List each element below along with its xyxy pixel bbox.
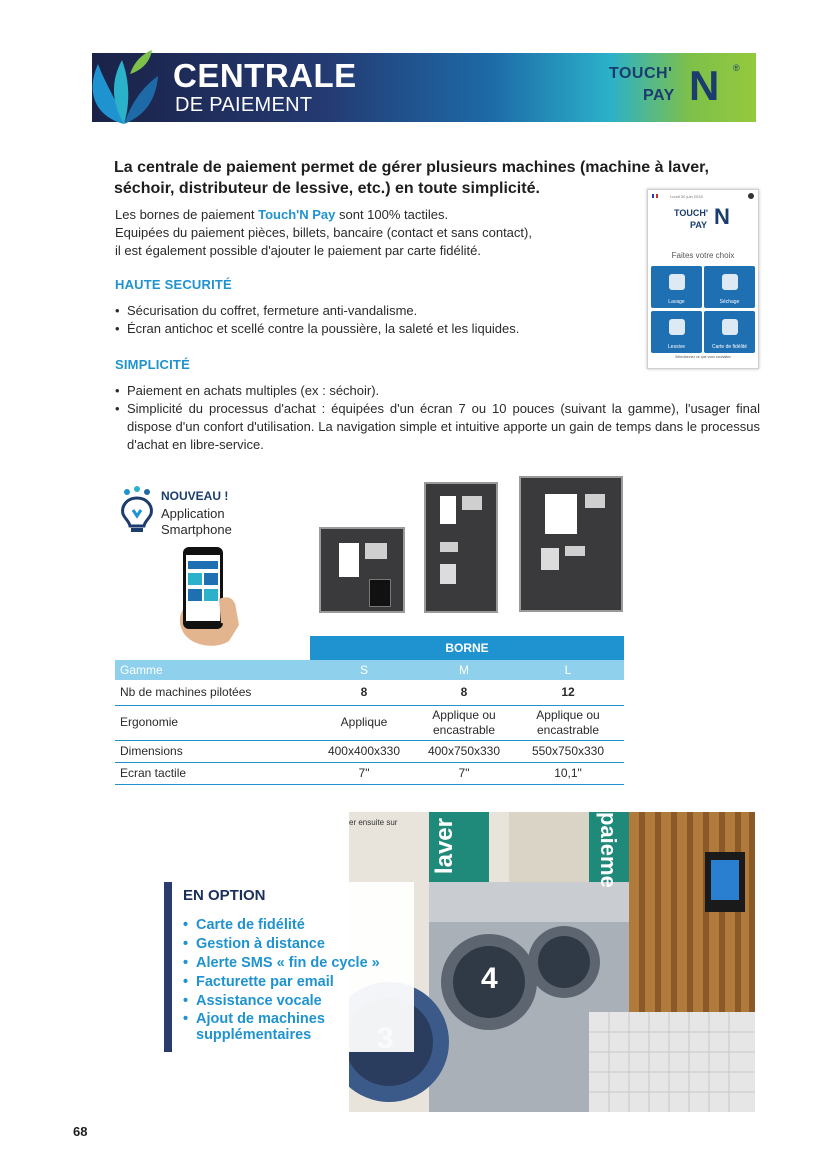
brand-highlight: Touch'N Pay: [258, 207, 336, 222]
cell-m-line2: encastrable: [432, 723, 496, 737]
cell-s: 400x400x330: [327, 744, 401, 758]
brand-line2: PAY: [643, 87, 675, 104]
screen-footer: Sélectionnez ce que vous souhaitez: [675, 355, 731, 359]
table-row: [115, 706, 624, 741]
tile-label: Lessive: [668, 344, 685, 350]
card-reader: [365, 543, 387, 559]
hand-holding-phone-image: [173, 545, 243, 650]
cell-m-line1: Applique ou: [432, 708, 496, 722]
intro-text-1: Les bornes de paiement: [115, 207, 259, 222]
cell-l: [519, 708, 617, 738]
card-reader: [440, 542, 458, 552]
washer-icon: [669, 274, 685, 290]
header-m: M: [459, 663, 469, 677]
payment-terminal-m: [424, 482, 498, 613]
intro-text-2: sont 100% tactiles.: [335, 207, 449, 222]
app-subtitle: [161, 506, 232, 538]
cell-m: 7": [458, 766, 470, 780]
cell-l-line2: encastrable: [536, 723, 600, 737]
table-row: [115, 683, 624, 706]
option-title: EN OPTION: [183, 887, 266, 904]
list-item: • Carte de fidélité: [183, 916, 413, 935]
french-flag-icon: [652, 194, 658, 198]
screen-date: Lundi 30 juin 2018: [670, 194, 703, 199]
list-item: • Ajout de machines supplémentaires: [183, 1011, 413, 1043]
row-label: Dimensions: [120, 744, 183, 758]
screen-brand-2: PAY: [690, 220, 708, 230]
app-line2: Smartphone: [161, 522, 232, 537]
header-s: S: [359, 663, 368, 677]
keypad: [440, 564, 456, 584]
cell-l: 10,1": [554, 766, 582, 780]
keypad: [541, 548, 559, 570]
wall-text-paiement: paieme: [596, 812, 621, 888]
dryer-icon: [722, 274, 738, 290]
list-item: • Écran antichoc et scellé contre la poussière, la saleté et les liquides.: [115, 320, 760, 338]
list-item: • Gestion à distance: [183, 935, 413, 954]
intro-text-4: il est également possible d'ajouter le paiement par carte fidélité.: [115, 243, 481, 258]
cell-m: [415, 708, 513, 738]
card-reader: [565, 546, 585, 556]
list-item: • Simplicité du processus d'achat : équipées d'un écran 7 ou 10 pouces (suivant la gamme), l'usager final dispose d'un confort d'utilisation. La navigation simple et intuitive apporte un gain de temps dans le processus d'achat en libre-service.: [115, 400, 760, 454]
lightbulb-icon: [115, 486, 159, 534]
security-list: [115, 302, 760, 338]
cell-l: 12: [561, 685, 575, 699]
terminal-screen: [440, 496, 456, 524]
option-list: [183, 916, 413, 1043]
simplicity-list: [115, 382, 760, 454]
terminal-screen: [545, 494, 577, 534]
leaf-logo-icon: [84, 46, 164, 126]
intro-paragraph: [115, 206, 625, 260]
coin-slot: [462, 496, 482, 510]
page-number: 68: [73, 1124, 88, 1139]
row-label: Ecran tactile: [120, 766, 187, 780]
list-item: • Alerte SMS « fin de cycle »: [183, 954, 413, 973]
row-label: Nb de machines pilotées: [120, 685, 252, 699]
header-label: Gamme: [120, 663, 163, 677]
screen-brand-letter: N: [714, 204, 730, 229]
page-title: CENTRALE: [173, 57, 357, 94]
intro-text-3: Equipées du paiement pièces, billets, bancaire (contact et sans contact),: [115, 225, 532, 240]
list-item: • Assistance vocale: [183, 992, 413, 1011]
security-heading: HAUTE SECURITÉ: [115, 277, 232, 292]
cell-s: Applique: [340, 715, 388, 729]
table-group-header: BORNE: [310, 636, 624, 660]
tile-label: Lavage: [668, 299, 685, 305]
touchnpay-brand-logo: [605, 63, 745, 115]
page-subtitle: DE PAIEMENT: [175, 94, 313, 116]
wall-text-laver: laver: [431, 818, 458, 875]
table-header-row: [115, 660, 624, 680]
registered-mark: ®: [733, 63, 740, 73]
cell-s: 7": [358, 766, 370, 780]
drum-number-4: 4: [481, 962, 498, 995]
app-line1: Application: [161, 506, 225, 521]
payment-terminal-l: [519, 476, 623, 612]
brand-line1: TOUCH': [609, 65, 673, 82]
simplicity-heading: SIMPLICITÉ: [115, 357, 190, 372]
payment-terminal-s: [319, 527, 405, 613]
brand-letter: N: [689, 62, 720, 109]
sign-text: er ensuite sur: [349, 818, 398, 827]
table-row: [115, 741, 624, 763]
cell-l: 550x750x330: [531, 744, 605, 758]
table-row: [115, 763, 624, 785]
settings-icon: [748, 193, 754, 199]
cell-m: 400x750x330: [427, 744, 501, 758]
cell-l-line1: Applique ou: [536, 708, 600, 722]
screen-choice-label: Faites votre choix: [671, 251, 735, 260]
list-item: • Facturette par email: [183, 973, 413, 992]
list-item: • Sécurisation du coffret, fermeture anti-vandalisme.: [115, 302, 760, 320]
cell-s: 8: [360, 685, 368, 699]
terminal-screen: [339, 543, 359, 577]
cell-m: 8: [460, 685, 468, 699]
screen-brand-1: TOUCH': [674, 208, 708, 218]
touchscreen-mockup: [647, 189, 759, 369]
row-label: Ergonomie: [120, 715, 179, 729]
tile-label: Carte de fidélité: [711, 344, 748, 350]
tile-label: Séchage: [719, 299, 740, 305]
list-item: • Paiement en achats multiples (ex : séchoir).: [115, 382, 760, 400]
app-new-title: NOUVEAU !: [161, 489, 229, 503]
lead-paragraph: La centrale de paiement permet de gérer plusieurs machines (machine à laver, séchoir, distributeur de lessive, etc.) en toute simplicité.: [114, 159, 709, 197]
coin-slot: [585, 494, 605, 508]
header-l: L: [564, 663, 572, 677]
keypad: [369, 579, 391, 607]
